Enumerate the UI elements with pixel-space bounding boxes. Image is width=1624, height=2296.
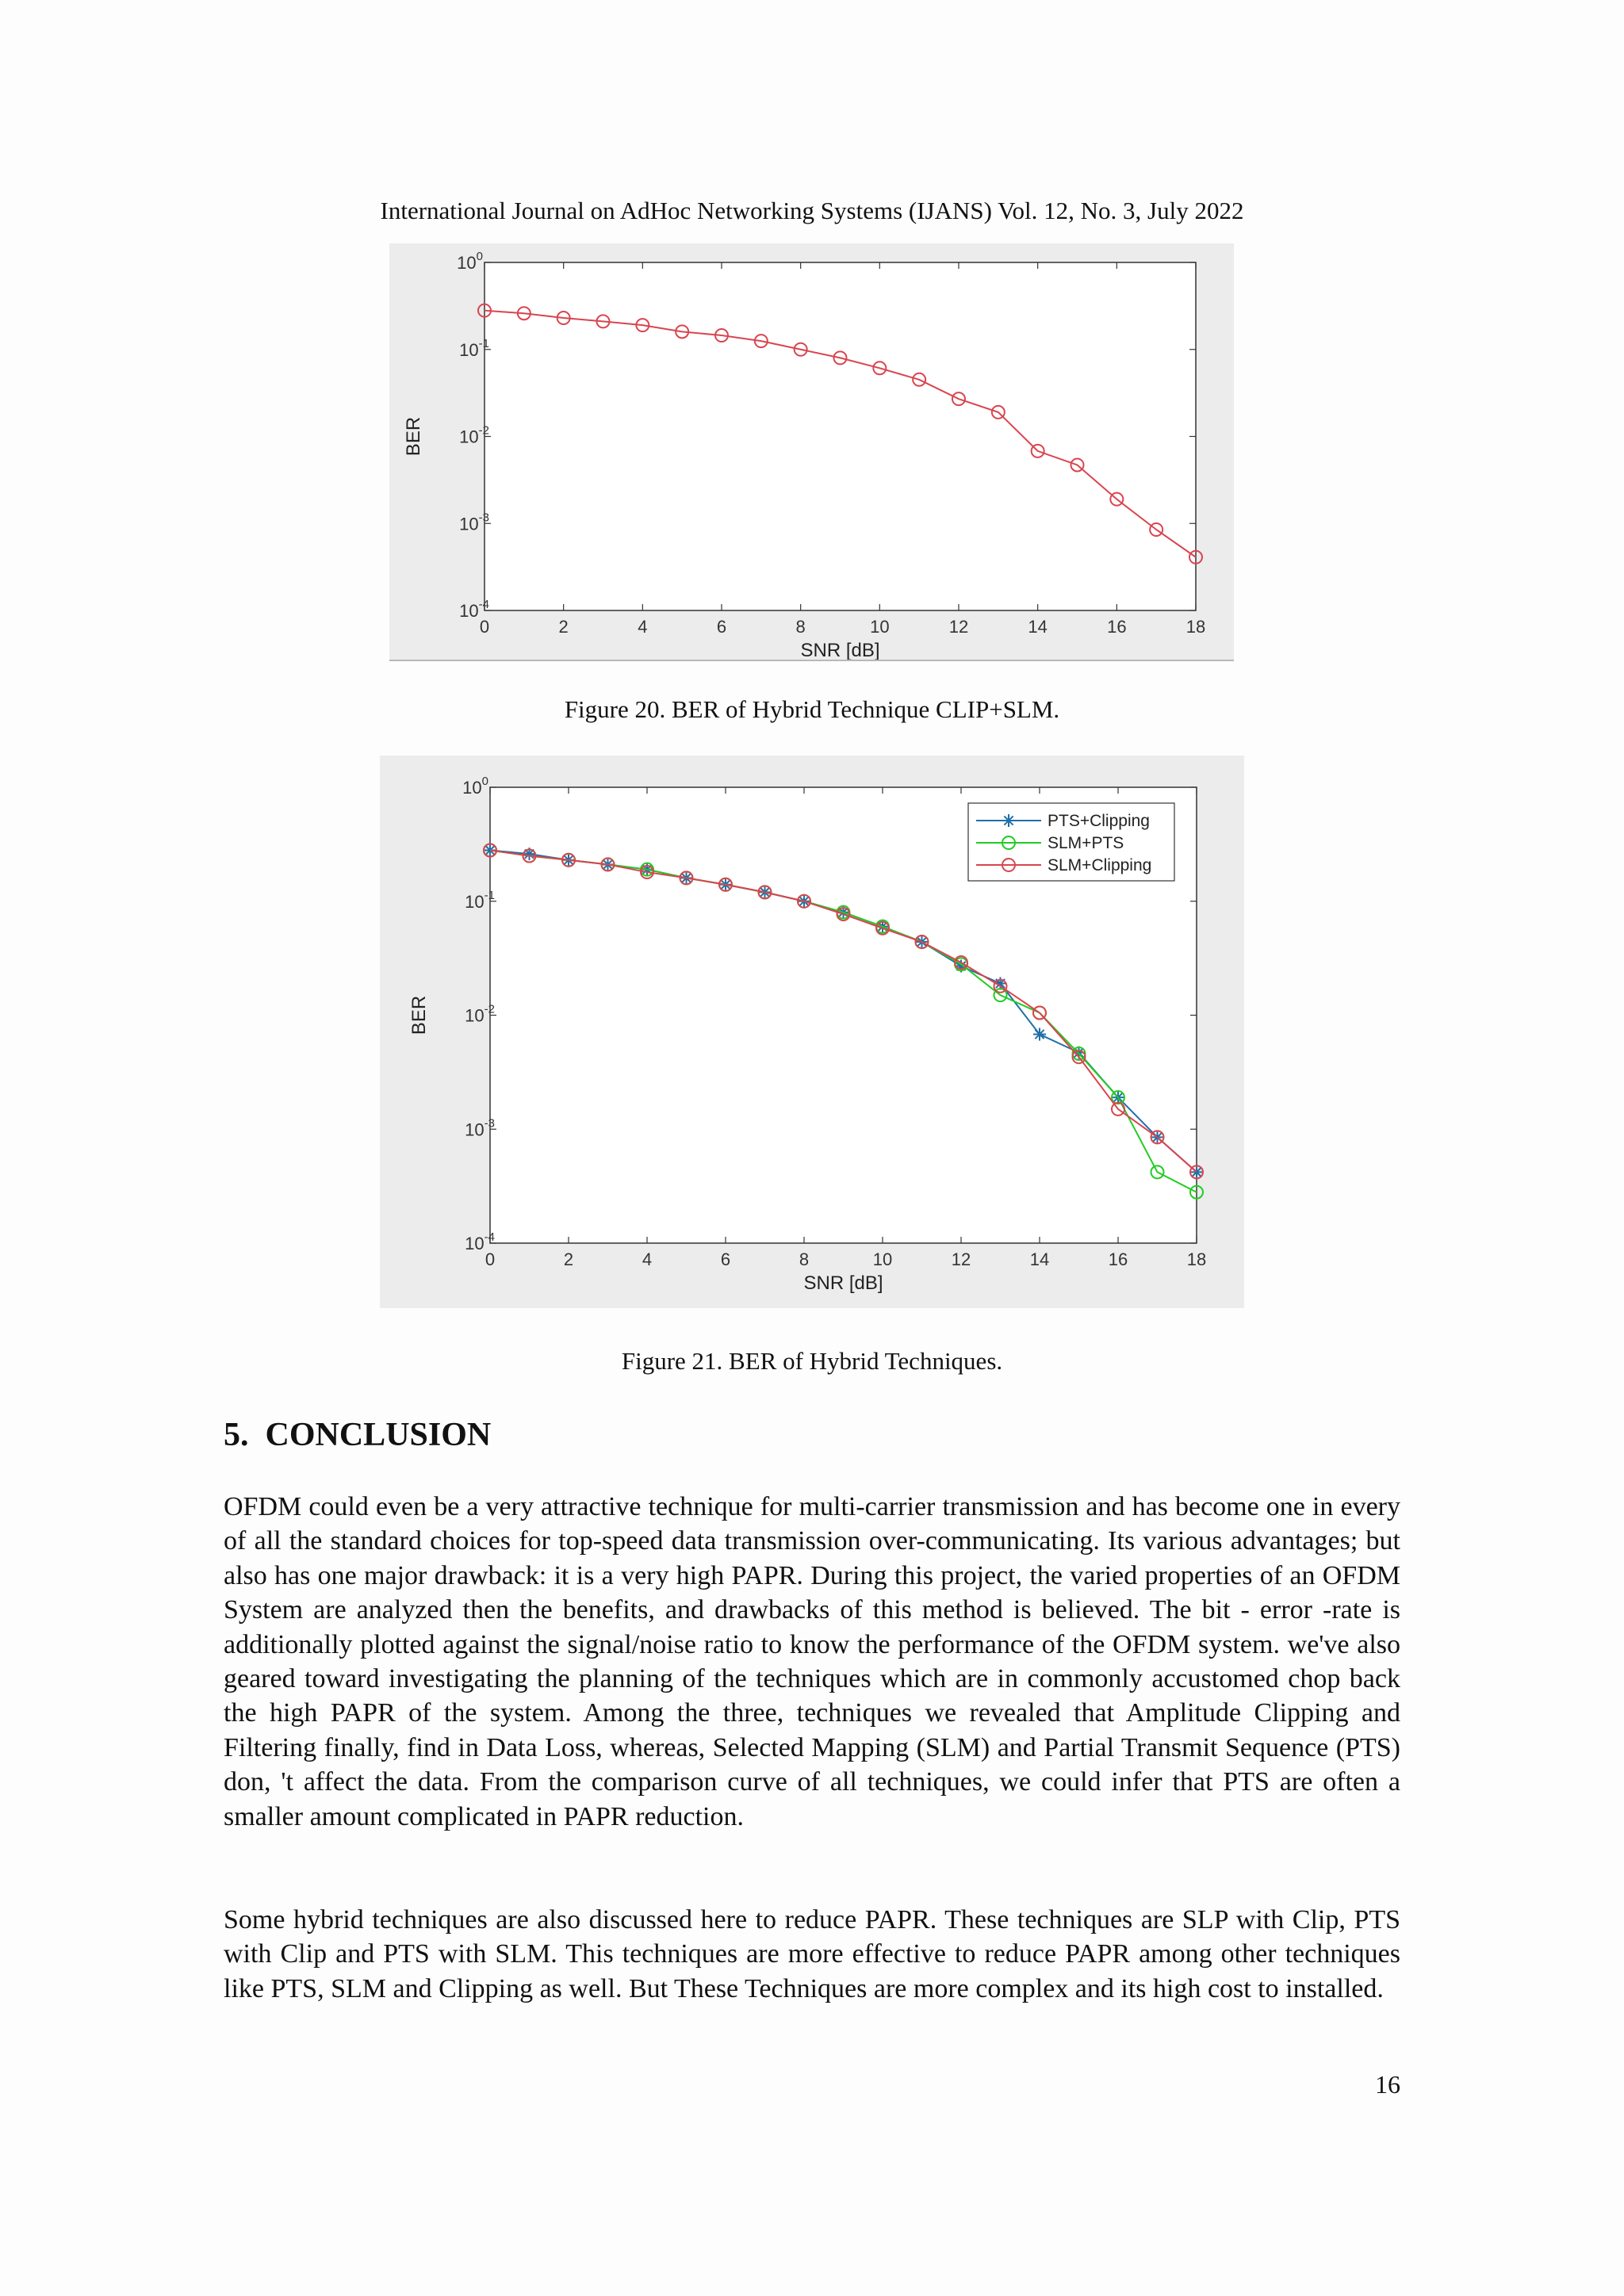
conclusion-paragraph-1: OFDM could even be a very attractive technique for multi-carrier transmission and has become one in every of all the standard choices for top-speed data transmission over-communicating. Its various advantages; but also has one major drawback: it is a very high PAPR. During this project, the varied properties of an OFDM System are analyzed then the benefits, and drawbacks of this method is believed. The bit - error -rate is additionally plotted against the signal/noise ratio to know the performance of the OFDM system. we've also geared toward investigating the planning of the techniques which are in commonly accustomed chop back the high PAPR of the system. Among the three, techniques we revealed that Amplitude Clipping and Filtering finally, find in Data Loss, whereas, Selected Mapping (SLM) and Partial Transmit Sequence (PTS) don, 't affect the data. From the comparison curve of all techniques, we could infer that PTS are often a smaller amount complicated in PAPR reduction. [224,1492,1400,1831]
legend-entry: PTS+Clipping [1048,812,1150,830]
y-tick-label: $10^0$ [457,250,483,273]
x-tick-label: 8 [795,617,806,637]
section-title-rest: ONCLUSION [289,1417,492,1453]
legend-marker [1002,814,1015,827]
legend [968,803,1174,881]
plot-area [485,262,1196,610]
y-tick-label: $10^{-1}$ [465,888,495,912]
y-axis-label: BER [408,995,430,1035]
section-number: 5. [224,1417,249,1453]
x-tick-label: 14 [1029,1249,1050,1269]
chart-ber-clip-slm [389,243,1234,660]
x-tick-label: 2 [563,1249,574,1269]
x-tick-label: 14 [1028,617,1048,637]
y-tick-label: $10^{-2}$ [465,1002,495,1026]
y-tick-label: $10^0$ [462,775,488,798]
x-tick-label: 0 [485,1249,496,1269]
section-title-initial: C [265,1417,289,1453]
y-tick-label: $10^{-4}$ [465,1230,495,1253]
figure-20-caption: Figure 20. BER of Hybrid Technique CLIP+SLM. [564,695,1060,723]
y-tick-label: $10^{-3}$ [465,1116,495,1140]
x-tick-label: 8 [799,1249,810,1269]
x-tick-label: 4 [642,1249,653,1269]
figure-21 [380,756,1244,1308]
y-axis-label: BER [403,416,424,457]
x-axis-label: SNR [dB] [800,640,880,660]
x-tick-label: 16 [1107,617,1127,637]
running-header: International Journal on AdHoc Networking Systems (IJANS) Vol. 12, No. 3, July 2022 [380,197,1244,224]
y-tick-label: $10^{-1}$ [459,336,489,360]
figure-21-caption: Figure 21. BER of Hybrid Techniques. [621,1347,1003,1375]
x-tick-label: 12 [948,617,969,637]
x-tick-label: 18 [1186,1249,1207,1269]
y-tick-label: $10^{-4}$ [459,598,489,621]
x-tick-label: 4 [638,617,648,637]
legend-entry: SLM+PTS [1048,834,1124,852]
x-tick-label: 16 [1108,1249,1128,1269]
legend-entry: SLM+Clipping [1048,856,1152,874]
section-heading [224,1415,491,1455]
x-axis-label: SNR [dB] [803,1272,883,1294]
x-tick-label: 10 [872,1249,893,1269]
x-tick-label: 0 [479,617,490,637]
x-tick-label: 2 [558,617,569,637]
x-tick-label: 10 [870,617,890,637]
y-tick-label: $10^{-2}$ [459,423,489,447]
conclusion-paragraph-2: Some hybrid techniques are also discussed here to reduce PAPR. These techniques are SLP with Clip, PTS with Clip and PTS with SLM. This techniques are more effective to reduce PAPR among other techniques like PTS, SLM and Clipping as well. But These Techniques are more complex and its high cost to installed. [224,1905,1400,2003]
page-number: 16 [1375,2070,1400,2099]
figure-20 [389,243,1234,661]
x-tick-label: 6 [720,1249,731,1269]
y-tick-label: $10^{-3}$ [459,511,489,534]
x-tick-label: 6 [716,617,727,637]
x-tick-label: 12 [951,1249,971,1269]
chart-ber-hybrid-techniques [380,756,1244,1308]
x-tick-label: 18 [1185,617,1206,637]
